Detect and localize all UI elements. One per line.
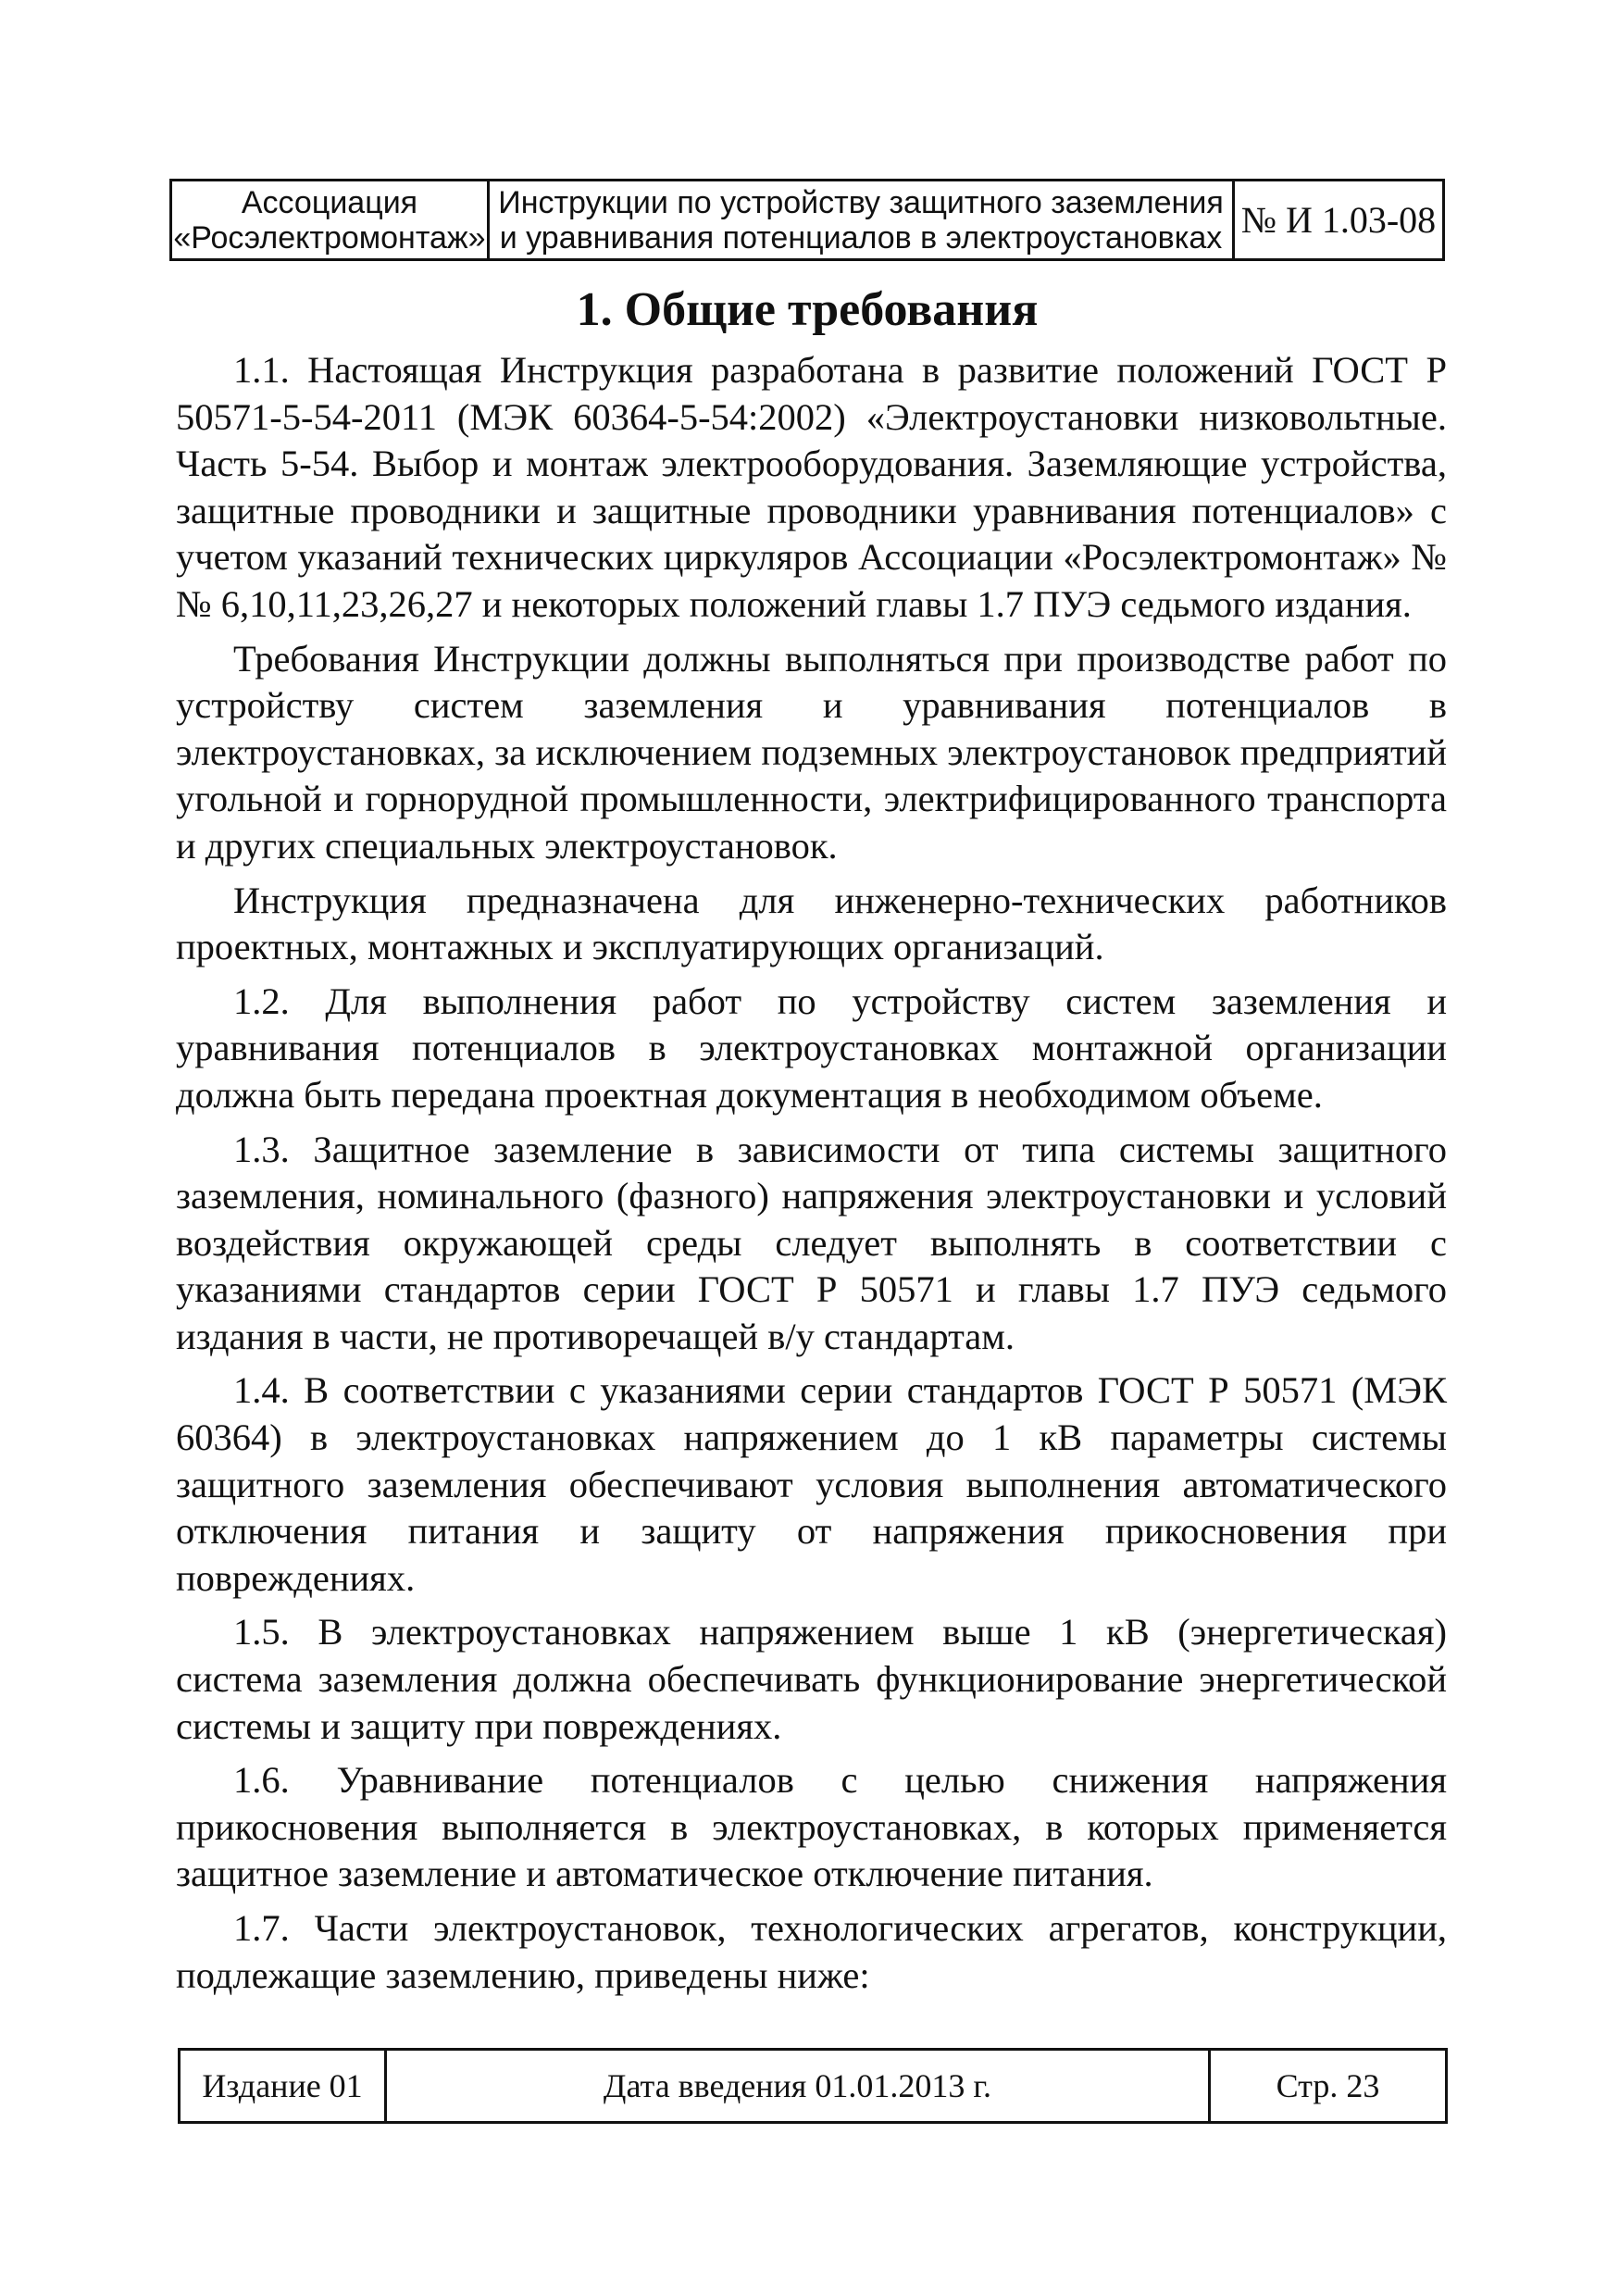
document-title-line1: Инструкции по устройству защитного заземления — [498, 184, 1224, 220]
paragraph-1-6: 1.6. Уравнивание потенциалов с целью снижения напряжения прикосновения выполняется в электроустановках, в которых применяется защитное заземление и автоматическое отключение питания. — [176, 1759, 1447, 1895]
document-number-cell — [1235, 181, 1442, 258]
section-title: 1. Общие требования — [576, 283, 1039, 336]
intro-date-label: Дата введения 01.01.2013 г. — [603, 2067, 992, 2104]
document-title-line2: и уравнивания потенциалов в электроустановках — [499, 219, 1223, 256]
page-number-cell — [1211, 2051, 1445, 2121]
paragraph-1-3: 1.3. Защитное заземление в зависимости от типа системы защитного заземления, номинального (фазного) напряжения электроустановки и условий воздействия окружающей среды следует выполнять в соответствии с указаниями стандартов серии ГОСТ Р 50571 и главы 1.7 ПУЭ седьмого издания в части, не противоречащей в/у стандартам. — [176, 1128, 1447, 1357]
edition-label: Издание 01 — [202, 2067, 363, 2104]
organization-cell — [172, 181, 487, 258]
page-number: Стр. 23 — [1276, 2067, 1380, 2104]
document-number: № И 1.03-08 — [1240, 199, 1437, 241]
paragraph-1-5: 1.5. В электроустановках напряжением выше 1 кВ (энергетическая) система заземления должна обеспечивать функционирование энергетической системы и защиту при повреждениях. — [176, 1611, 1447, 1747]
intro-date-cell — [387, 2051, 1208, 2121]
paragraph-1-2: 1.2. Для выполнения работ по устройству систем заземления и уравнивания потенциалов в электроустановках монтажной организации должна быть передана проектная документация в необходимом объеме. — [176, 980, 1447, 1116]
organization-name-line2: «Росэлектромонтаж» — [173, 219, 486, 256]
document-title-cell — [490, 181, 1232, 258]
document-footer — [178, 2048, 1448, 2124]
paragraph-audience: Инструкция предназначена для инженерно-технических работников проектных, монтажных и эксплуатирующих организаций. — [176, 879, 1447, 968]
document-header — [169, 179, 1445, 261]
paragraph-1-7: 1.7. Части электроустановок, технологических агрегатов, конструкции, подлежащие заземлению, приведены ниже: — [176, 1907, 1447, 1996]
organization-name-line1: Ассоциация — [241, 184, 418, 220]
document-body — [176, 347, 1447, 2006]
paragraph-1-1: 1.1. Настоящая Инструкция разработана в развитие положений ГОСТ Р 50571-5-54-2011 (МЭК 60364-5-54:2002) «Электроустановки низковольтные. Часть 5-54. Выбор и монтаж электрооборудования. Заземляющие устройства, защитные проводники и защитные проводники уравнивания потенциалов» с учетом указаний технических циркуляров Ассоциации «Росэлектромонтаж» №№ 6,10,11,23,26,27 и некоторых положений главы 1.7 ПУЭ седьмого издания. — [176, 349, 1447, 625]
paragraph-1-4: 1.4. В соответствии с указаниями серии стандартов ГОСТ Р 50571 (МЭК 60364) в электроустановках напряжением до 1 кВ параметры системы защитного заземления обеспечивают условия выполнения автоматического отключения питания и защиту от напряжения прикосновения при повреждениях. — [176, 1369, 1447, 1599]
paragraph-requirements: Требования Инструкции должны выполняться при производстве работ по устройству систем заземления и уравнивания потенциалов в электроустановках, за исключением подземных электроустановок предприятий угольной и горнорудной промышленности, электрифицированного транспорта и других специальных электроустановок. — [176, 637, 1447, 867]
edition-cell — [181, 2051, 384, 2121]
